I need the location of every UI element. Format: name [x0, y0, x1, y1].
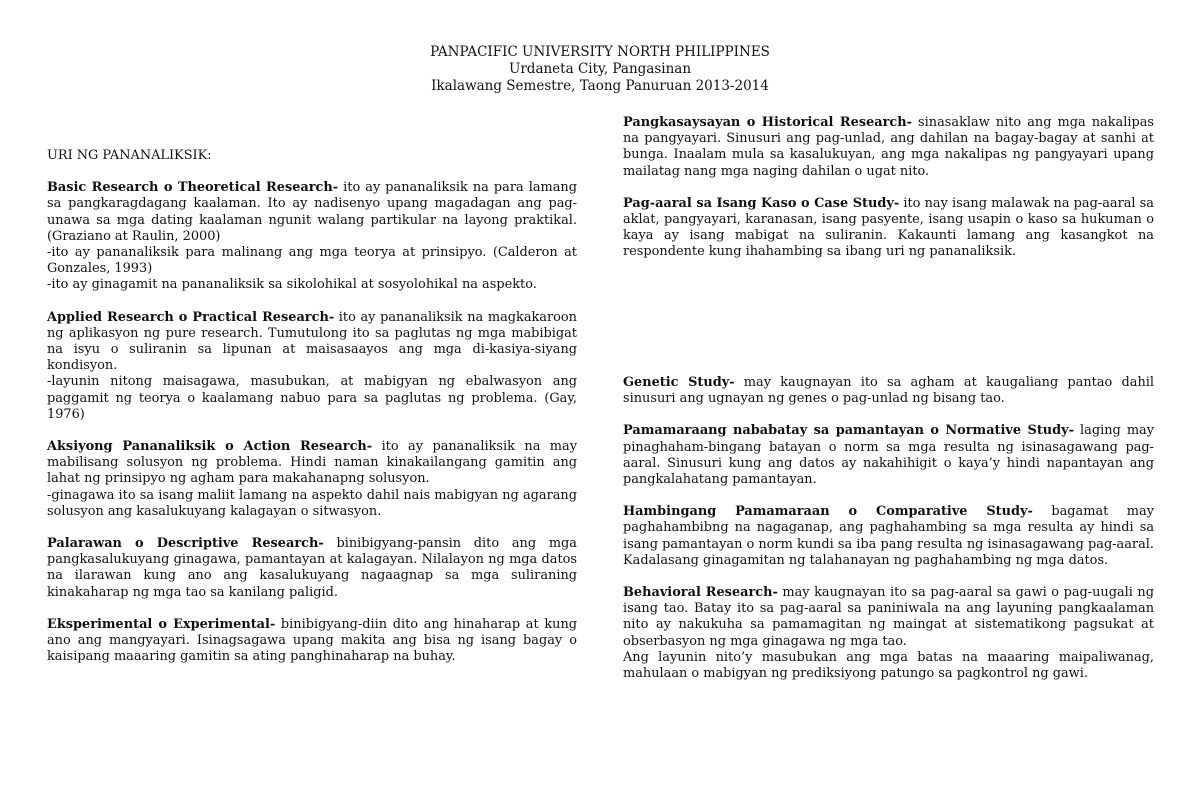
entry-note: -ginagawa ito sa isang maliit lamang na aspekto dahil nais mabigyan ng agarang solusyon ang kasalukuyang kalagayan o sitwasyon.	[47, 487, 577, 519]
entry-note: -layunin nitong maisagawa, masubukan, at mabigyan ng ebalwasyon ang paggamit ng teorya o kaalamang nabuo para sa paglutas ng problema. (Gay, 1976)	[47, 374, 577, 422]
entry-body: ito ay pananaliksik na magkakaroon ng aplikasyon ng pure research. Tumutulong ito sa paglutas ng mga mabibigat na isyu o suliranin sa lipunan at maisasaayos ang mga di-kasiya-siyang kondisyon.	[47, 309, 577, 374]
entry-action-research	[47, 439, 577, 520]
entry-experimental	[47, 617, 577, 666]
entry-historical-research	[623, 115, 1154, 180]
entry-note: -ito ay pananaliksik para malinang ang mga teorya at prinsipyo. (Calderon at Gonzales, 1993)	[47, 245, 577, 277]
entry-term: Pamamaraang nababatay sa pamantayan o Normative Study-	[623, 423, 1075, 439]
entry-comparative-study	[623, 504, 1154, 569]
university-name: PANPACIFIC UNIVERSITY NORTH PHILIPPINES	[430, 44, 770, 60]
entry-case-study	[623, 196, 1154, 261]
right-column-top	[623, 115, 1154, 277]
entry-body: laging may pinaghaham-bingang batayan o norm sa mga resulta ng isinasagawang pag-aaral. Sinusuri kung ang datos ay nakahihigit o kaya’y hindi napantayan ang pangkalahatang pamantayan.	[623, 423, 1155, 488]
entry-term: Behavioral Research-	[623, 585, 778, 601]
entry-term: Eksperimental o Experimental-	[47, 616, 276, 632]
entry-body: sinasaklaw nito ang mga nakalipas na pangyayari. Sinusuri ang pag-unlad, ang dahilan na bagay-bagay at sanhi at bunga. Inaalam mula sa kasalukuyan, ang mga nakalipas ng pangyayari upang mailatag nang mga naging dahilan o ugat nito.	[623, 115, 1154, 179]
entry-note: Ang layunin nito’y masubukan ang mga batas na maaaring maipaliwanag, mahulaan o mabigyan ng prediksiyong patungo sa pagkontrol ng gawi.	[623, 649, 1154, 682]
entry-term: Applied Research o Practical Research-	[47, 309, 335, 325]
entry-body: ito ay pananaliksik na para lamang sa pangkaragdagang kaalaman. Ito ay nadisenyo upang magadagan ang pag-unawa sa mga dating kaalaman ngunit walang partikular na layong praktikal. (Graziano at Raulin, 2000)	[47, 180, 577, 244]
entry-body: ito nay isang malawak na pag-aaral sa aklat, pangyayari, karanasan, isang pasyente, isang usapin o kaso sa hukuman o kaya ay isang mabigat na suliranin. Kakaunti lamang ang kasangkot na respondente kung ihahambing sa ibang uri ng pananaliksik.	[623, 195, 1154, 260]
entry-body: ito ay pananaliksik na may mabilisang solusyon ng problema. Hindi naman kinakailangang gamitin ang lahat ng prinsipyo ng agham para makahanapng solusyon.	[47, 439, 577, 487]
entry-term: Genetic Study-	[623, 375, 735, 390]
entry-term: Palarawan o Descriptive Research-	[47, 536, 324, 552]
entry-term: Pangkasaysayan o Historical Research-	[623, 115, 912, 130]
entry-normative-study	[623, 423, 1154, 488]
entry-descriptive-research	[47, 536, 577, 601]
entry-behavioral-research	[623, 585, 1154, 682]
semester-line: Ikalawang Semestre, Taong Panuruan 2013-2014	[431, 78, 769, 94]
entry-basic-research	[47, 180, 577, 293]
entry-note: -ito ay ginagamit na pananaliksik sa sikolohikal at sosyolohikal na aspekto.	[47, 277, 537, 293]
entry-term: Hambingang Pamamaraan o Comparative Study-	[623, 504, 1033, 520]
entry-term: Aksiyong Pananaliksik o Action Research-	[47, 439, 373, 455]
university-city: Urdaneta City, Pangasinan	[508, 61, 692, 77]
entry-body: bagamat may paghahambibng na nagaganap, ang paghahambing sa mga resulta ay hindi sa isang pamantayan o norm kundi sa iba pang resulta ng isinasagawang pag-aaral. Kadalasang ginagamitan ng talahanayan ng paghahambing ng mga datos.	[623, 504, 1154, 568]
entry-body: may kaugnayan ito sa pag-aaral sa gawi o pag-uugali ng isang tao. Batay ito sa pag-aaral sa paniniwala na ang layuning pangkaalaman nito ay nakukuha sa pamamagitan ng maingat at sistematikong pagsukat at obserbasyon ng mga ginagawa ng mga tao.	[623, 585, 1154, 649]
left-column	[47, 148, 577, 681]
entry-body: binibigyang-pansin dito ang mga pangkasalukuyang ginagawa, pamantayan at kalagayan. Nilalayon ng mga datos na ilarawan kung ano ang kasalukuyang nagaagnap sa mga suliraning kinakaharap ng mga tao sa kanilang paligid.	[47, 536, 577, 600]
entry-term: Pag-aaral sa Isang Kaso o Case Study-	[623, 195, 900, 211]
entry-genetic-study	[623, 375, 1154, 407]
section-heading: URI NG PANANALIKSIK:	[47, 148, 212, 163]
entry-body: may kaugnayan ito sa agham at kaugaliang pantao dahil sinusuri ang ugnayan ng genes o pag-unlad ng bisang tao.	[623, 375, 1155, 407]
entry-term: Basic Research o Theoretical Research-	[47, 180, 339, 196]
right-column-bottom	[623, 375, 1154, 698]
entry-body: binibigyang-diin dito ang hinaharap at kung ano ang mangyayari. Isinagsagawa upang makita ang bisa ng isang bagay o kaisipang maaaring gamitin sa ating panghinaharap na buhay.	[47, 616, 577, 665]
entry-applied-research	[47, 310, 577, 423]
document-header	[0, 44, 1200, 95]
